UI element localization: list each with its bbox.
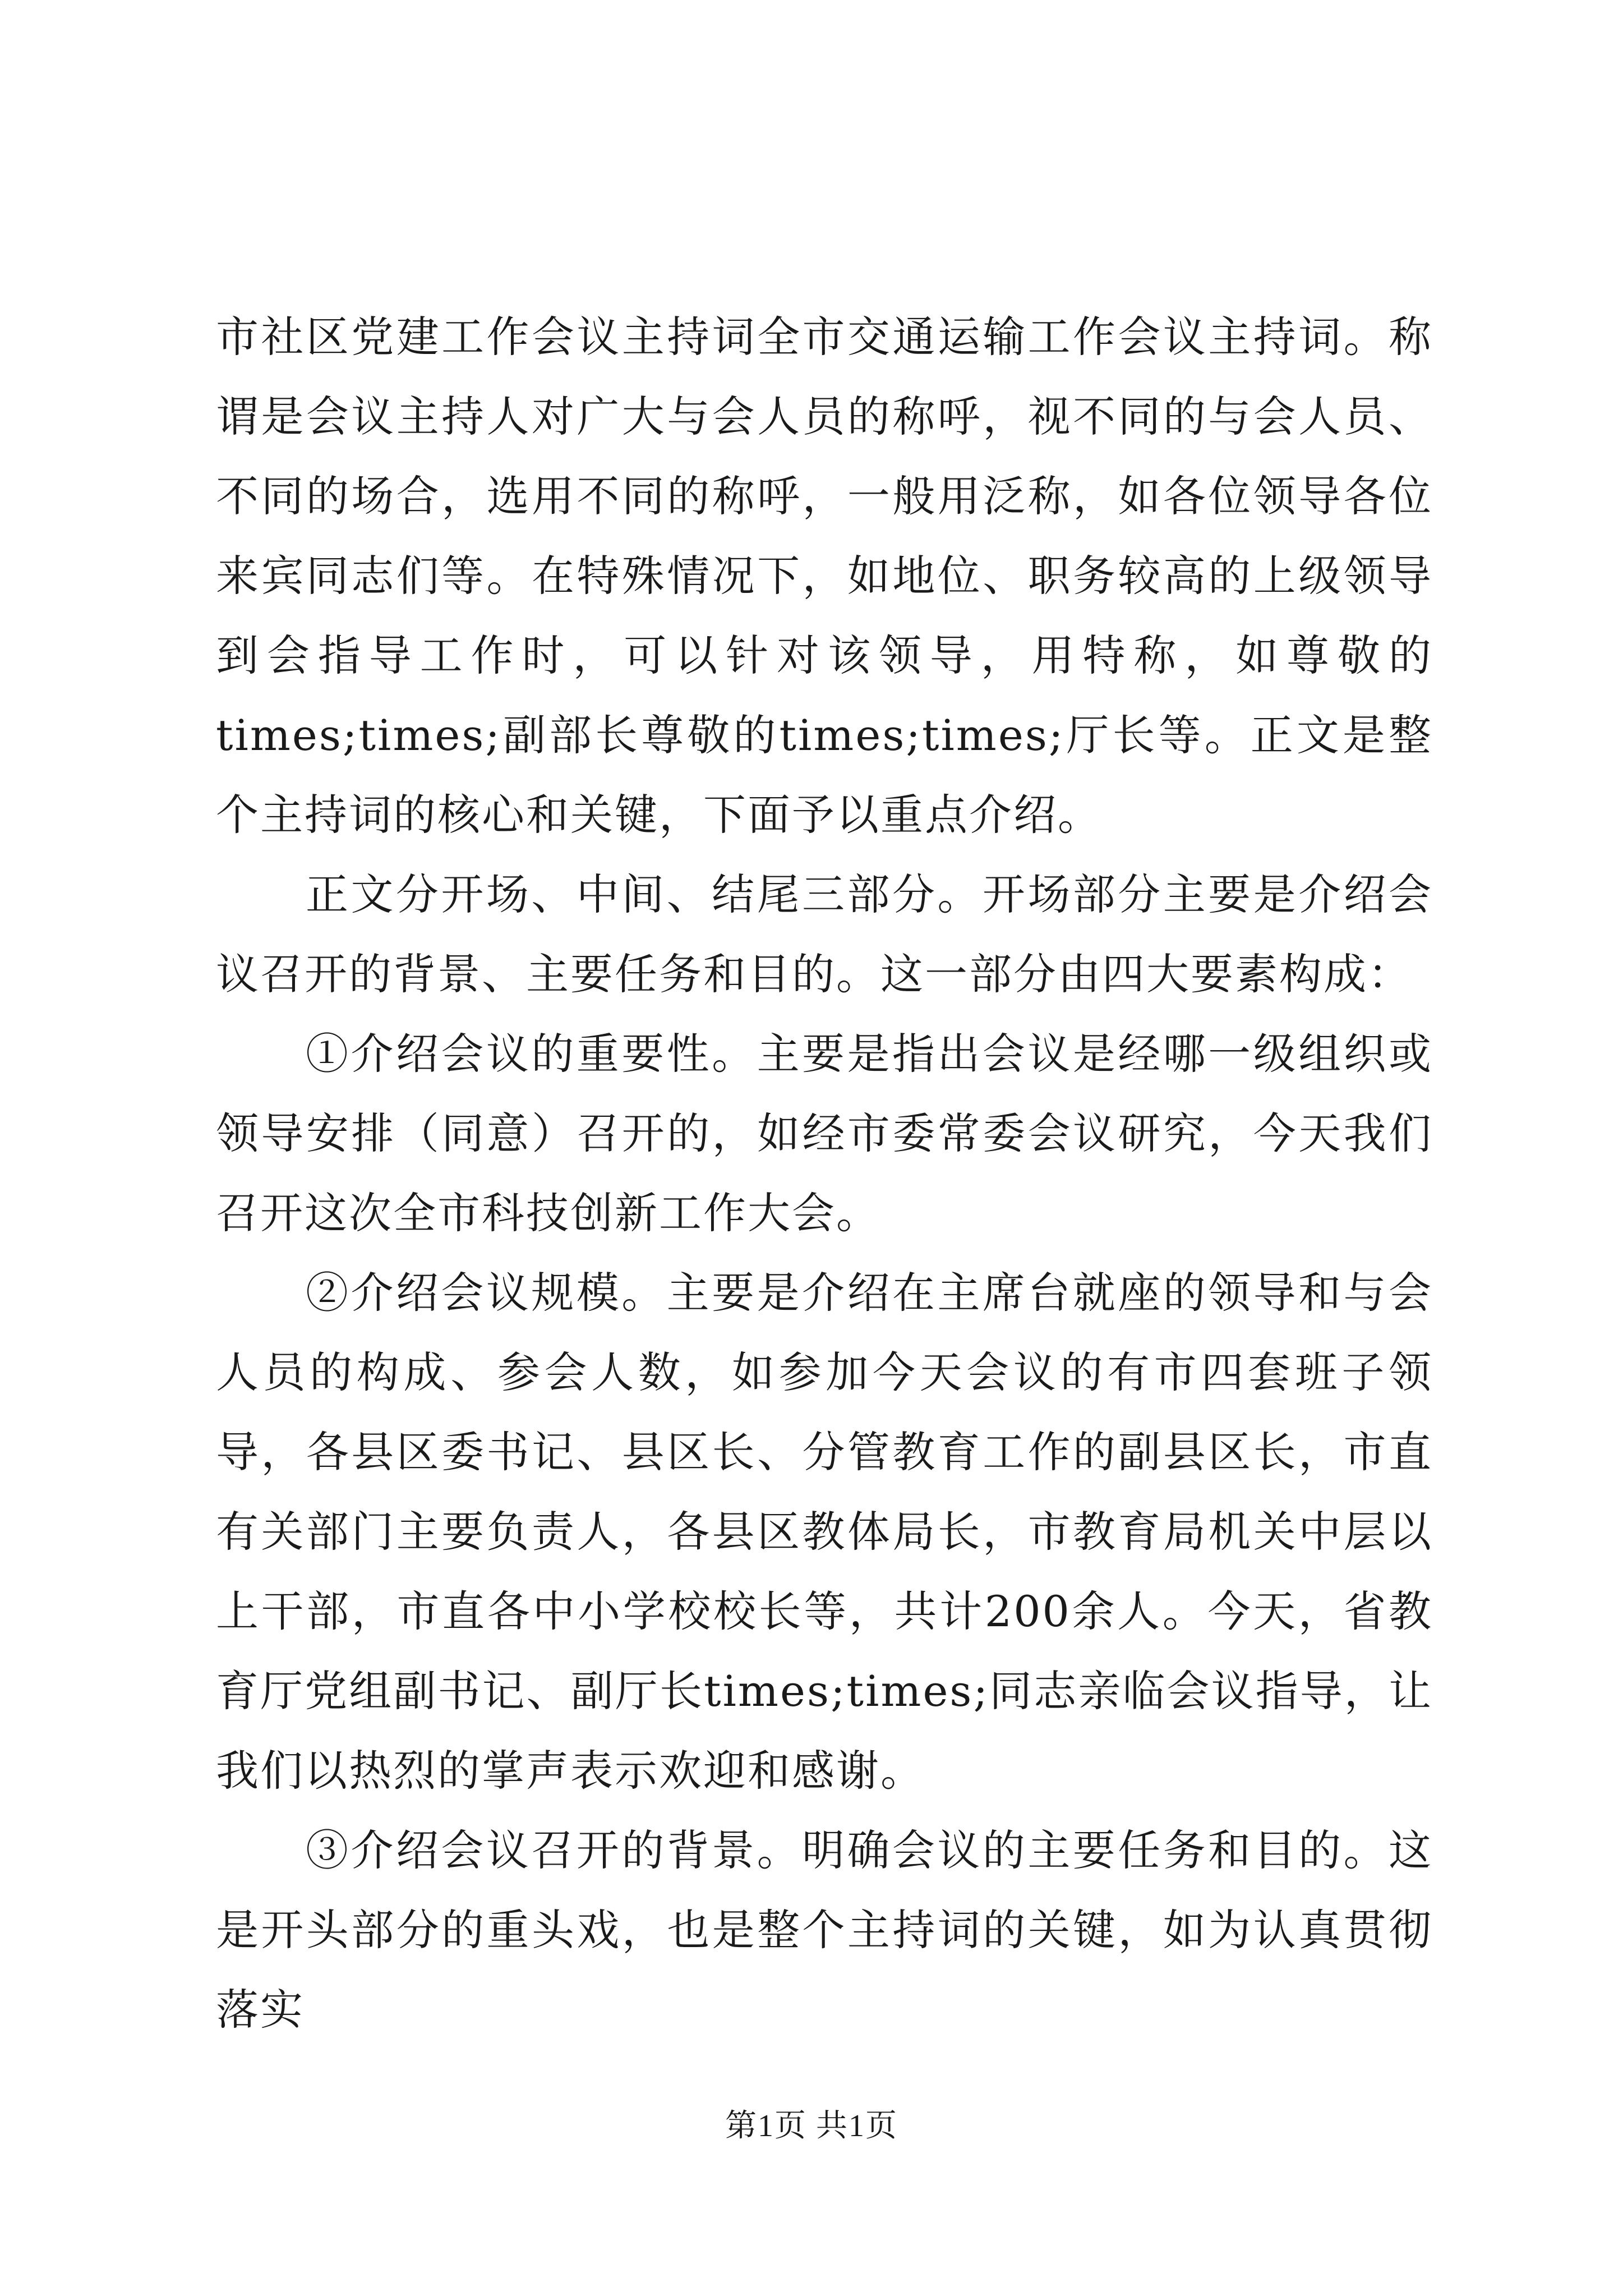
- paragraph-main-structure: 正文分开场、中间、结尾三部分。开场部分主要是介绍会议召开的背景、主要任务和目的。这一部分由四大要素构成：: [216, 869, 1433, 999]
- paragraph-item-2: ②介绍会议规模。主要是介绍在主席台就座的领导和与会人员的构成、参会人数，如参加今天会议的有市四套班子领导，各县区委书记、县区长、分管教育工作的副县区长，市直有关部门主要负责人，各县区教体局长，市教育局机关中层以上干部，市直各中小学校校长等，共计200余人。今天，省教育厅党组副书记、副厅长times;times;同志亲临会议指导，让我们以热烈的掌声表示欢迎和感谢。: [216, 1268, 1433, 1796]
- document-body: [216, 297, 1433, 2050]
- page-footer: 第1页 共1页: [725, 2109, 898, 2143]
- paragraph-salutation: 市社区党建工作会议主持词全市交通运输工作会议主持词。称谓是会议主持人对广大与会人员的称呼，视不同的与会人员、不同的场合，选用不同的称呼，一般用泛称，如各位领导各位来宾同志们等。在特殊情况下，如地位、职务较高的上级领导到会指导工作时，可以针对该领导，用特称，如尊敬的times;times;副部长尊敬的times;times;厅长等。正文是整个主持词的核心和关键，下面予以重点介绍。: [216, 312, 1433, 840]
- paragraph-item-3: ③介绍会议召开的背景。明确会议的主要任务和目的。这是开头部分的重头戏，也是整个主持词的关键，如为认真贯彻落实: [216, 1825, 1433, 2035]
- paragraph-item-1: ①介绍会议的重要性。主要是指出会议是经哪一级组织或领导安排（同意）召开的，如经市委常委会议研究，今天我们召开这次全市科技创新工作大会。: [216, 1029, 1433, 1238]
